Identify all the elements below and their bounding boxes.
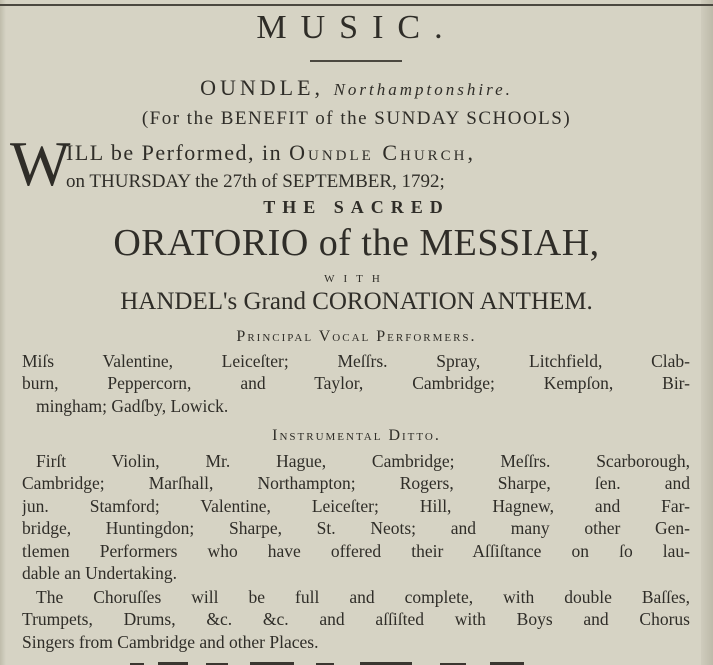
text-line: mingham; Gadſby, Lowick. bbox=[36, 395, 229, 416]
heading-rule bbox=[310, 60, 402, 62]
county-name: Northamptonshire. bbox=[333, 80, 513, 99]
text-line: bridge, Huntingdon; Sharpe, St. Neots; and many other Gen- bbox=[22, 518, 690, 539]
top-rule bbox=[0, 4, 713, 6]
with-label: WITH bbox=[324, 273, 389, 285]
text-line: Cambridge; Marſhall, Northampton; Rogers, Sharpe, ſen. and bbox=[22, 473, 690, 494]
text-line: Trumpets, Drums, &c. &c. and aſſiſted with Boys and Chorus bbox=[22, 609, 690, 630]
text-line: Firſt Violin, Mr. Hague, Cambridge; Meſſrs. Scarborough, bbox=[36, 451, 690, 471]
section-heading: MUSIC. bbox=[256, 9, 457, 46]
text-line: burn, Peppercorn, and Taylor, Cambridge; Kempſon, Bir- bbox=[22, 373, 690, 394]
text-line: dable an Undertaking. bbox=[22, 563, 178, 584]
venue-name: Oundle Church, bbox=[289, 140, 477, 165]
text-line: Singers from Cambridge and other Places. bbox=[22, 631, 319, 652]
performance-line bbox=[66, 139, 706, 167]
anthem-title: HANDEL's Grand CORONATION ANTHEM. bbox=[120, 288, 593, 315]
cut-off-next-line bbox=[110, 656, 540, 665]
town-name: OUNDLE, bbox=[200, 75, 325, 100]
date-line: on THURSDAY the 27th of SEPTEMBER, 1792; bbox=[66, 171, 445, 192]
benefit-line: (For the BENEFIT of the SUNDAY SCHOOLS) bbox=[141, 108, 572, 129]
instrumental-performers-heading: Instrumental Ditto. bbox=[272, 427, 441, 444]
chorus-paragraph bbox=[22, 586, 690, 653]
vocal-performers-paragraph bbox=[22, 350, 690, 417]
oratorio-title: ORATORIO of the MESSIAH, bbox=[113, 222, 600, 264]
vocal-performers-heading: Principal Vocal Performers. bbox=[236, 328, 477, 345]
location-line bbox=[0, 74, 713, 104]
text-line: jun. Stamford; Valentine, Leiceſter; Hill, Hagnew, and Far- bbox=[22, 495, 690, 516]
sacred-label: THE SACRED bbox=[263, 197, 450, 217]
text-line: The Choruſſes will be full and complete, with double Baſſes, bbox=[36, 587, 690, 607]
performance-lead: ILL be Performed, in bbox=[66, 140, 283, 165]
instrumental-performers-paragraph bbox=[22, 450, 690, 584]
drop-cap: W bbox=[10, 128, 71, 199]
text-line: Miſs Valentine, Leiceſter; Meſſrs. Spray, Litchfield, Clab- bbox=[22, 351, 690, 371]
text-line: tlemen Performers who have offered their Aſſiſtance on ſo lau- bbox=[22, 540, 690, 561]
cut-off-text-fragments bbox=[110, 661, 540, 665]
